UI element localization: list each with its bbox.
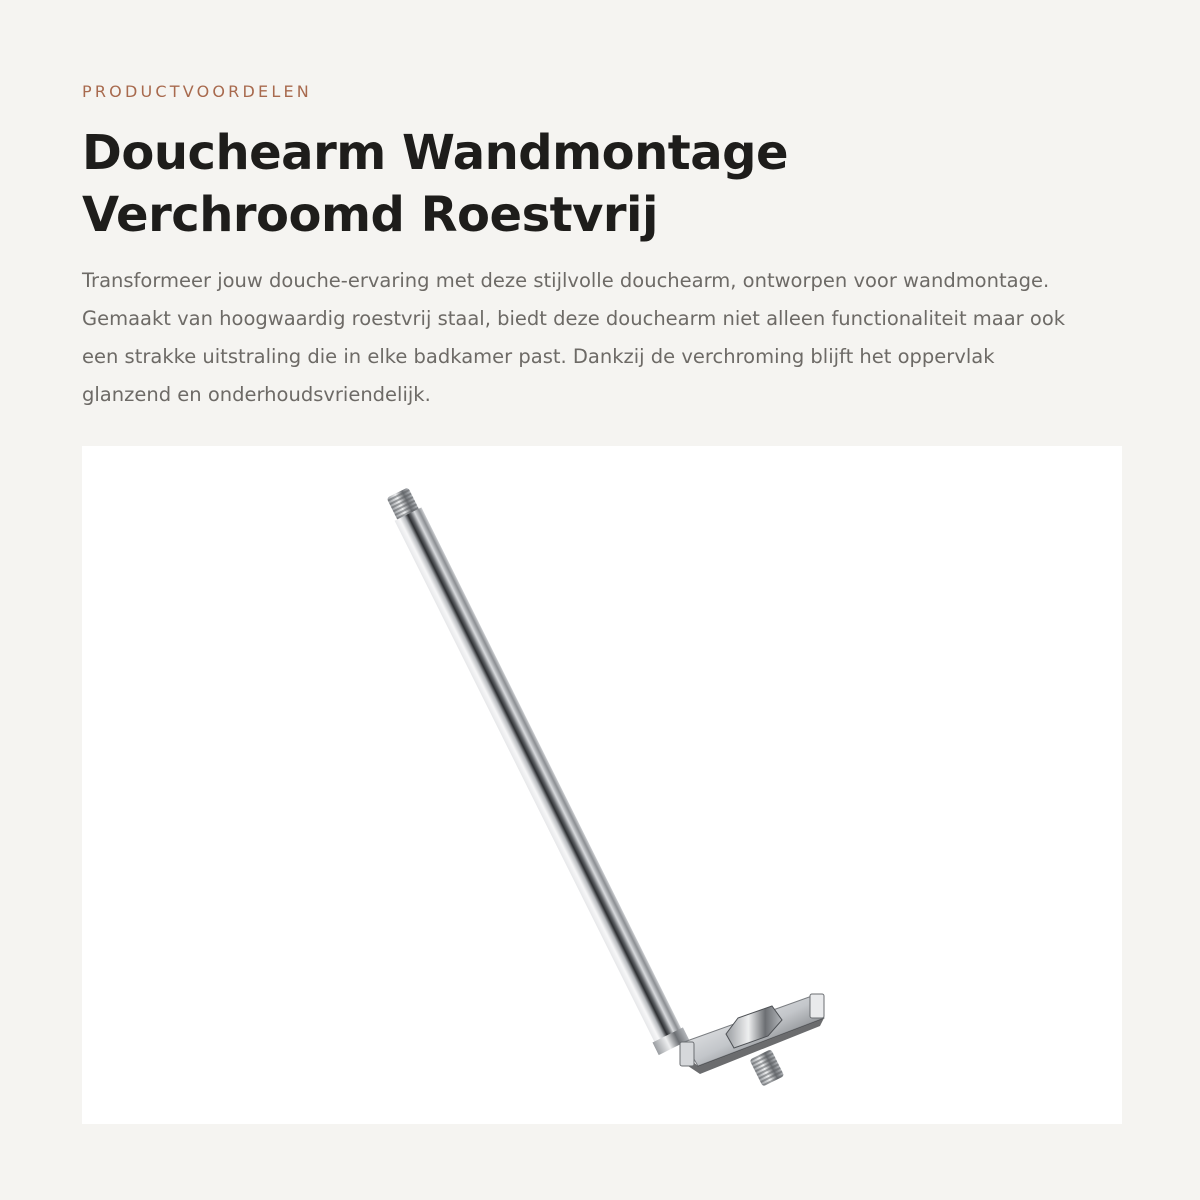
product-image — [82, 446, 1122, 1124]
bottom-thread — [749, 1049, 784, 1087]
product-title-line-2: Verchroomd Roestvrij — [82, 187, 658, 243]
section-eyebrow: PRODUCTVOORDELEN — [82, 82, 312, 101]
shower-arm-body — [382, 485, 689, 1055]
arm-tube — [395, 507, 684, 1047]
product-description: Transformeer jouw douche-ervaring met deze stijlvolle douchearm, ontworpen voor wandmontage. Gemaakt van hoogwaardig roestvrij staal, biedt deze douchearm niet alleen functionaliteit maar ook een strakke uitstraling die in elke badkamer past. Dankzij de verchroming blijft het oppervlak glanzend en onderhoudsvriendelijk. — [82, 269, 1066, 406]
shower-arm-illustration — [82, 446, 1122, 1124]
product-title — [82, 122, 1082, 246]
product-title-line-1: Douchearm Wandmontage — [82, 125, 789, 181]
